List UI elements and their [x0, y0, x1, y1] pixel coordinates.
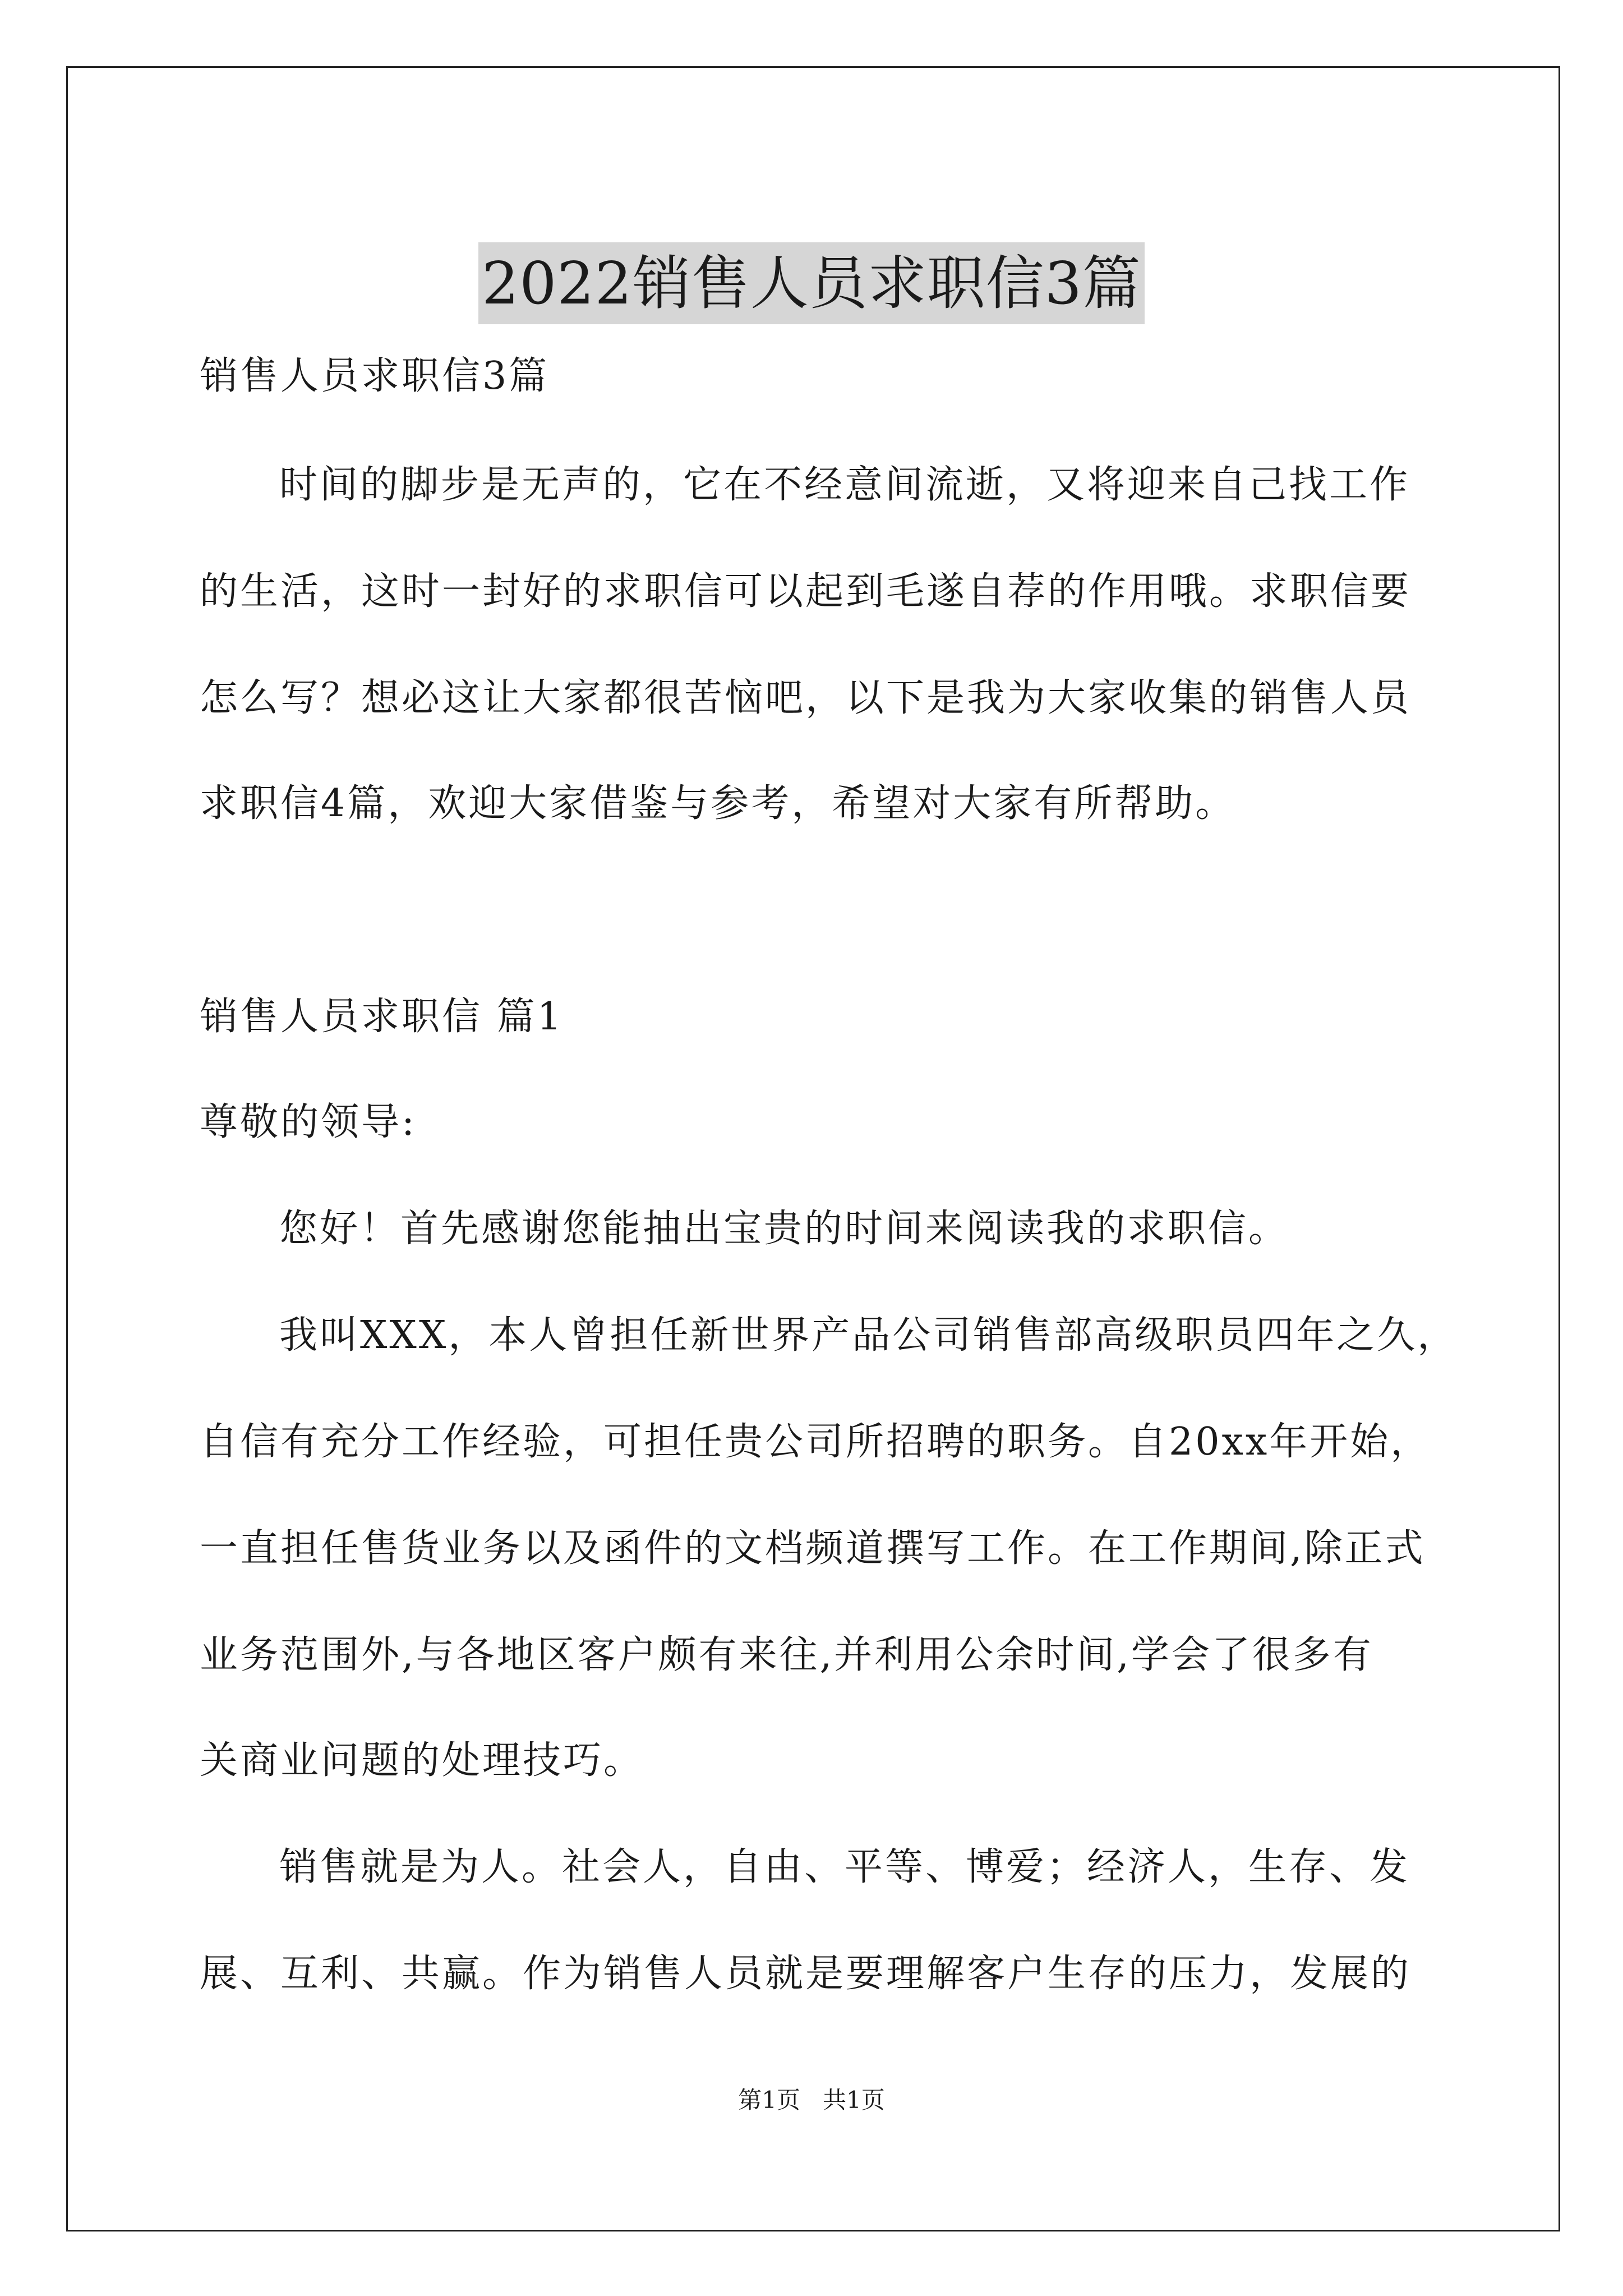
salutation: 尊敬的领导:	[200, 1100, 417, 1144]
paragraph-line: 业务范围外,与各地区客户颇有来往,并利用公余时间,学会了很多有	[200, 1633, 1373, 1677]
section-heading: 销售人员求职信 篇1	[200, 995, 564, 1039]
intro-heading: 销售人员求职信3篇	[200, 354, 550, 398]
paragraph-line: 一直担任售货业务以及函件的文档频道撰写工作。在工作期间,除正式	[200, 1526, 1426, 1571]
page-number-footer: 第1页 共1页	[738, 2086, 885, 2114]
title-container	[0, 203, 1623, 363]
paragraph-line: 销售就是为人。社会人，自由、平等、博爱；经济人，生存、发	[279, 1845, 1410, 1889]
paragraph-line: 时间的脚步是无声的，它在不经意间流逝，又将迎来自己找工作	[279, 463, 1410, 507]
paragraph-line: 您好！首先感谢您能抽出宝贵的时间来阅读我的求职信。	[279, 1207, 1289, 1251]
paragraph-line: 关商业问题的处理技巧。	[200, 1738, 644, 1783]
paragraph-line: 自信有充分工作经验，可担任贵公司所招聘的职务。自20xx年开始，	[200, 1420, 1431, 1464]
paragraph-line: 求职信4篇，欢迎大家借鉴与参考，希望对大家有所帮助。	[200, 781, 1236, 826]
paragraph-line: 怎么写？想必这让大家都很苦恼吧，以下是我为大家收集的销售人员	[200, 676, 1412, 720]
paragraph-line: 的生活，这时一封好的求职信可以起到毛遂自荐的作用哦。求职信要	[200, 569, 1412, 614]
paragraph-line: 展、互利、共赢。作为销售人员就是要理解客户生存的压力，发展的	[200, 1952, 1412, 1996]
document-title: 2022销售人员求职信3篇	[478, 242, 1145, 324]
paragraph-line: 我叫XXX，本人曾担任新世界产品公司销售部高级职员四年之久，	[279, 1313, 1458, 1358]
